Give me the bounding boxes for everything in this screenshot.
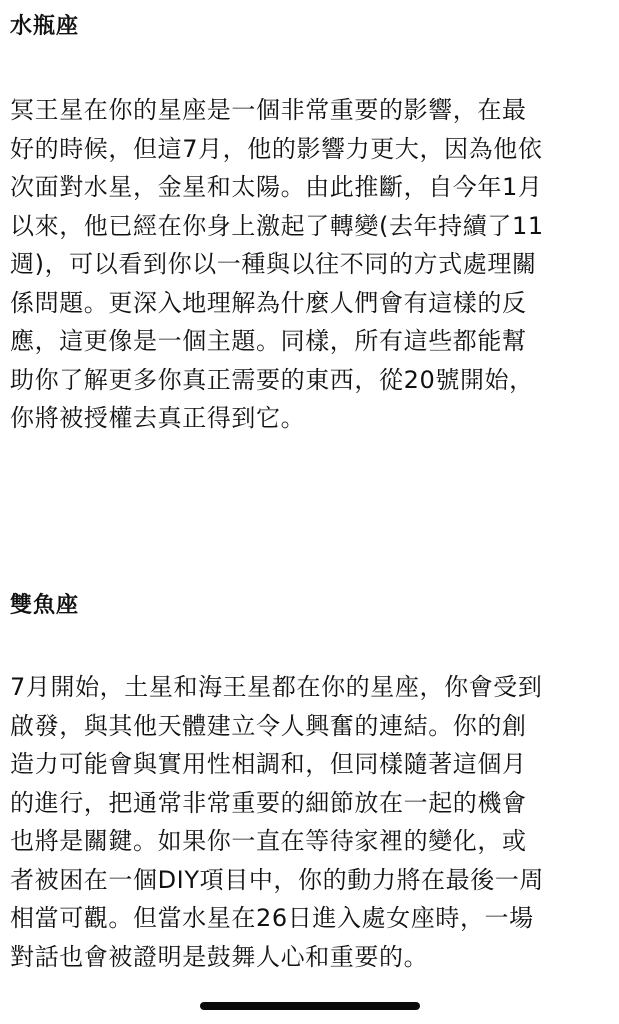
aquarius-line: 次面對水星，金星和太陽。由此推斷，自今年1月: [10, 173, 543, 201]
pisces-line: 7月開始，土星和海王星都在你的星座，你會受到: [10, 673, 543, 701]
aquarius-section-title: [10, 13, 612, 41]
pisces-line: 對話也會被證明是鼓舞人心和重要的。: [10, 942, 429, 971]
pisces-line: 啟發，與其他天體建立令人興奮的連結。你的創: [10, 711, 527, 740]
aquarius-line: 週)，可以看到你以一種與以往不同的方式處理關: [10, 250, 537, 278]
aquarius-line: 以來，他已經在你身上激起了轉變(去年持續了11: [10, 211, 544, 240]
aquarius-line: 好的時候，但這7月，他的影響力更大，因為他依: [10, 134, 543, 163]
pisces-paragraph: [10, 668, 612, 976]
aquarius-line: 冥王星在你的星座是一個非常重要的影響，在最: [10, 96, 527, 124]
aquarius-heading: 水瓶座: [10, 14, 80, 39]
pisces-line: 造力可能會與實用性相調和，但同樣隨著這個月: [10, 750, 527, 778]
pisces-heading: 雙魚座: [10, 593, 80, 618]
aquarius-line: 應，這更像是一個主題。同樣，所有這些都能幫: [10, 327, 527, 355]
pisces-line: 者被困在一個DIY項目中，你的動力將在最後一周: [10, 865, 545, 894]
aquarius-line: 助你了解更多你真正需要的東西，從20號開始，: [10, 365, 534, 394]
aquarius-line: 你將被授權去真正得到它。: [10, 404, 306, 432]
aquarius-line: 係問題。更深入地理解為什麼人們會有這樣的反: [10, 288, 527, 317]
home-indicator-bar[interactable]: [200, 1002, 420, 1010]
pisces-section-title: [10, 592, 612, 620]
pisces-line: 的進行，把通常非常重要的細節放在一起的機會: [10, 788, 527, 817]
pisces-line: 相當可觀。但當水星在26日進入處女座時，一場: [10, 904, 534, 932]
aquarius-paragraph: [10, 91, 612, 438]
pisces-line: 也將是關鍵。如果你一直在等待家裡的變化，或: [10, 827, 527, 855]
